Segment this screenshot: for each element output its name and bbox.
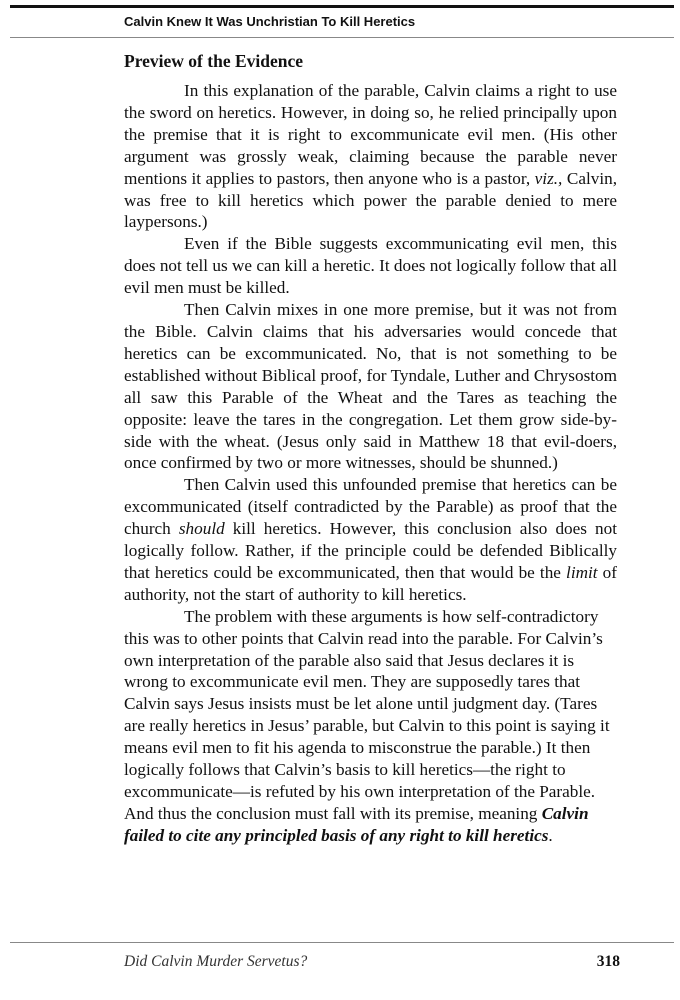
section-title: Preview of the Evidence [124, 51, 304, 71]
italic-text: viz., [534, 168, 563, 188]
page-number: 318 [596, 953, 620, 970]
footer-book-title: Did Calvin Murder Servetus? [124, 953, 308, 970]
paragraph-text: The problem with these arguments is how self-contradictory this was to other points that Calvin read into the parable. For Calvin’s own interpretation of the parable also said that Jesus declares it is wrong to excommunicate evil men. They are supposedly tares that Calvin says Jesus insists must be let alone until judgment day. (Tares are really heretics in Jesus’ parable, but Calvin to this point is saying it means evil men to fit his agenda to misconstrue the parable.) It then logically follows that Calvin’s basis to kill heretics—the right to excommunicate—is refuted by his own interpretation of the Parable. And thus the conclusion must fall with its premise, meaning [124, 606, 610, 823]
paragraph-text: Calvin, was free to kill heretics which power the parable denied to mere laypersons.) [124, 168, 617, 232]
paragraph-text: kill heretics. However, this conclusion also does not logically follow. Rather, if the principle could be defended Biblically that heretics could be excommunicated, then that would be the [124, 519, 617, 582]
paragraph-text: Even if the Bible suggests excommunicating evil men, this does not tell us we can kill a heretic. It does not logically follow that all evil men must be killed. [124, 234, 617, 298]
paragraph-text: In this explanation of the parable, Calvin claims a right to use the sword on heretics. However, in doing so, he relied principally upon the premise that it is right to excommunicate evil men. (His other argument was grossly weak, claiming because the parable never mentions it applies to pastors, then anyone who is a pastor, [124, 81, 617, 188]
paragraph-text: Then Calvin used this unfounded premise that heretics can be excommunicated (itself contradicted by the Parable) as proof that the church [124, 475, 617, 539]
header-rule [10, 37, 674, 38]
footer-rule [10, 942, 674, 943]
paragraph [124, 299, 617, 474]
italic-text: limit [566, 562, 598, 582]
page-body [124, 48, 617, 847]
paragraph [124, 233, 617, 299]
paragraph [124, 80, 617, 233]
paragraph-text: Then Calvin mixes in one more premise, but it was not from the Bible. Calvin claims that his adversaries would concede that heretics can be excommunicated. No, that is not something to be established without Biblical proof, for Tyndale, Luther and Chrysostom all saw this Parable of the Wheat and the Tares as teaching the opposite: leave the tares in the congregation. Let them grow side-by-side with the wheat. (Jesus only said in Matthew 18 that evil-doers, once confirmed by two or more witnesses, should be shunned.) [124, 300, 617, 473]
bold-italic-emphasis: Calvin failed to cite any principled basis of any right to kill heretics [124, 803, 589, 845]
running-head: Calvin Knew It Was Unchristian To Kill Heretics [124, 14, 416, 29]
paragraph-text: of authority, not the start of authority to kill heretics. [124, 562, 617, 604]
paragraph [124, 474, 617, 605]
italic-text: should [178, 519, 225, 539]
top-rule [10, 5, 674, 8]
paragraph [124, 606, 617, 847]
paragraph-text: . [548, 825, 553, 845]
